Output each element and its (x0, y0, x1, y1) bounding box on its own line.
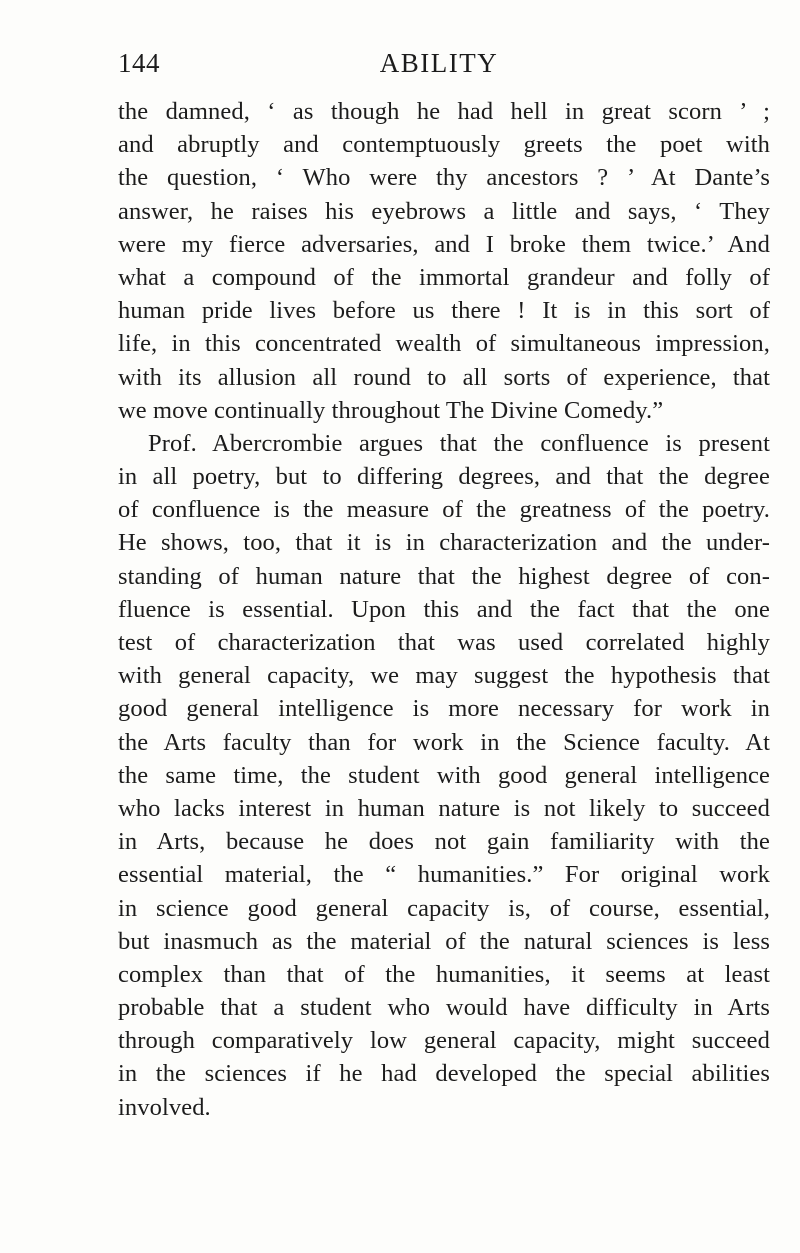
text-line: fluence is essential. Upon this and the fact that the one (118, 595, 770, 623)
text-line: essential material, the “ humanities.” For original work (118, 861, 770, 889)
text-line: life, in this concentrated wealth of simultaneous impression, (118, 330, 770, 358)
body-text (118, 95, 770, 1124)
text-line: who lacks interest in human nature is not likely to succeed (118, 794, 770, 822)
text-line: in science good general capacity is, of course, essential, (118, 894, 770, 922)
text-line: the damned, ‘ as though he had hell in great scorn ’ ; (118, 98, 770, 125)
text-line: were my fierce adversaries, and I broke them twice.’ And (118, 230, 770, 258)
text-line: standing of human nature that the highest degree of con- (118, 562, 770, 590)
text-line: what a compound of the immortal grandeur and folly of (118, 263, 770, 291)
text-line: with general capacity, we may suggest the hypothesis that (118, 662, 770, 690)
text-line: through comparatively low general capacity, might succeed (118, 1027, 770, 1055)
text-line: but inasmuch as the material of the natural sciences is less (118, 927, 770, 955)
running-head (0, 48, 800, 88)
text-line: human pride lives before us there ! It is in this sort of (118, 297, 770, 325)
page-number: 144 (118, 48, 160, 78)
text-line: and abruptly and contemptuously greets the poet with (118, 131, 770, 159)
text-line: answer, he raises his eyebrows a little and says, ‘ They (118, 197, 770, 225)
paragraph-start-line: Prof. Abercrombie argues that the confluence is present (148, 429, 770, 457)
text-line: in the sciences if he had developed the special abilities (118, 1060, 770, 1088)
text-line: in Arts, because he does not gain familiarity with the (118, 828, 770, 856)
text-line: He shows, too, that it is in characterization and the under- (118, 529, 770, 557)
text-line: probable that a student who would have difficulty in Arts (118, 994, 770, 1022)
text-line: complex than that of the humanities, it seems at least (118, 960, 770, 988)
text-line: we move continually throughout The Divine Comedy.” (118, 396, 664, 424)
text-line: test of characterization that was used correlated highly (118, 629, 770, 656)
text-line: the Arts faculty than for work in the Science faculty. At (118, 728, 770, 756)
text-line: the same time, the student with good general intelligence (118, 761, 770, 789)
text-line: the question, ‘ Who were thy ancestors ? ’ At Dante’s (118, 164, 770, 192)
text-line: involved. (118, 1093, 211, 1121)
running-title: ABILITY (379, 48, 499, 78)
text-line: of confluence is the measure of the greatness of the poetry. (118, 496, 770, 524)
text-line: in all poetry, but to differing degrees, and that the degree (118, 463, 770, 491)
text-line: with its allusion all round to all sorts of experience, that (118, 363, 770, 391)
text-line: good general intelligence is more necessary for work in (118, 695, 770, 723)
